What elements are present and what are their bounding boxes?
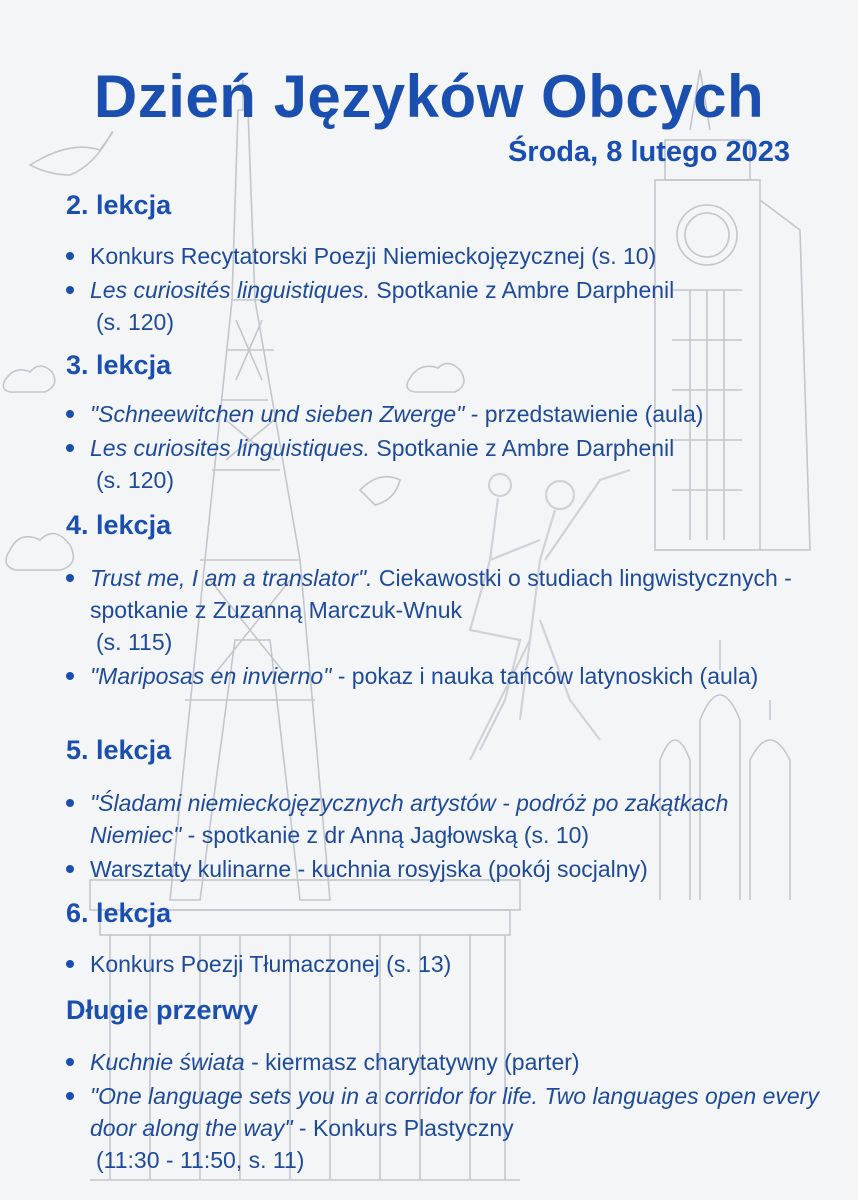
item-title: Les curiosites linguistiques.: [90, 435, 370, 461]
item-title: "Schneewitchen und sieben Zwerge": [90, 401, 465, 427]
item-room: (s. 120): [96, 309, 174, 335]
item-text: - przedstawienie (aula): [464, 401, 704, 427]
section-list: [60, 562, 820, 694]
section-heading: 2. lekcja: [66, 190, 172, 220]
item-title: Trust me, I am a translator".: [90, 565, 373, 591]
list-item: [60, 787, 820, 851]
list-item: [60, 562, 820, 658]
item-text: Ciekawostki o studiach lingwistycznych - spotkanie z Zuzanną Marczuk-Wnuk: [90, 565, 792, 623]
item-title: "Śladami niemieckojęzycznych artystów - podróż po zakątkach Niemiec": [90, 790, 729, 848]
item-room: (s. 120): [96, 467, 174, 493]
item-text: Konkurs Poezji Tłumaczonej (s. 13): [90, 951, 452, 977]
list-item: [60, 1080, 820, 1176]
section-list: [60, 787, 820, 887]
list-item: [60, 274, 820, 338]
item-title: Les curiosités linguistiques.: [90, 277, 370, 303]
item-text: - kiermasz charytatywny (parter): [244, 1049, 580, 1075]
list-item: [60, 240, 820, 272]
section-heading: 5. lekcja: [66, 735, 172, 765]
list-item: [60, 853, 820, 885]
section-list: [60, 1046, 820, 1178]
list-item: [60, 1046, 820, 1078]
list-item: [60, 398, 820, 430]
item-title: "Mariposas en invierno": [90, 663, 332, 689]
item-text: Konkurs Recytatorski Poezji Niemieckojęzycznej (s. 10): [90, 243, 657, 269]
section-list: [60, 398, 820, 498]
item-title: "One language sets you in a corridor for life. Two languages open every door along the way": [90, 1083, 819, 1141]
item-room: (11:30 - 11:50, s. 11): [96, 1147, 305, 1173]
section-heading: 6. lekcja: [66, 898, 172, 928]
item-text: - Konkurs Plastyczny: [292, 1115, 514, 1141]
item-text: Spotkanie z Ambre Darphenil: [369, 435, 675, 461]
list-item: [60, 660, 820, 692]
section-heading: 4. lekcja: [66, 510, 172, 540]
item-text: Warsztaty kulinarne - kuchnia rosyjska (pokój socjalny): [90, 856, 648, 882]
section-heading: Długie przerwy: [66, 995, 259, 1025]
list-item: [60, 432, 820, 496]
section-heading: 3. lekcja: [66, 350, 172, 380]
item-text: - spotkanie z dr Anną Jagłowską (s. 10): [181, 822, 590, 848]
item-text: Spotkanie z Ambre Darphenil: [369, 277, 675, 303]
page-title: Dzień Języków Obcych: [93, 63, 765, 130]
list-item: [60, 948, 820, 980]
item-title: Kuchnie świata: [90, 1049, 245, 1075]
item-text: - pokaz i nauka tańców latynoskich (aula): [331, 663, 759, 689]
event-date: Środa, 8 lutego 2023: [507, 136, 790, 168]
item-room: (s. 115): [96, 629, 173, 655]
section-list: [60, 948, 820, 982]
section-list: [60, 240, 820, 340]
